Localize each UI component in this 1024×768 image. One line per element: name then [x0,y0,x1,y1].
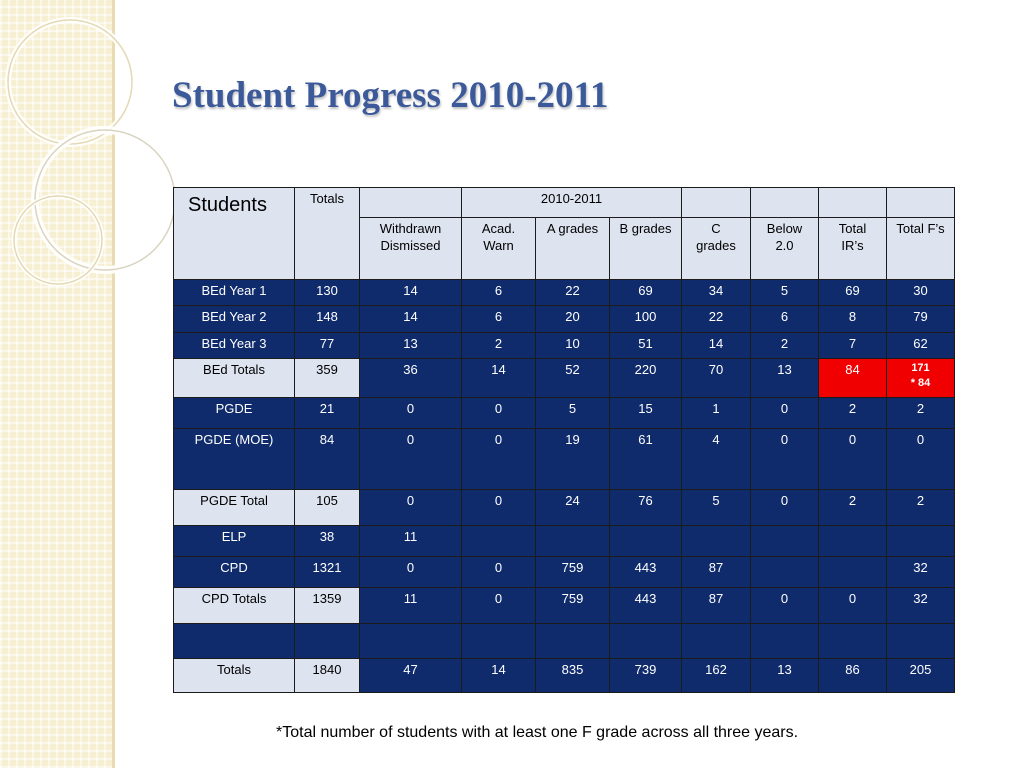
cell-acad-warn: 0 [462,588,536,624]
cell-c-grades [682,526,751,557]
cell-b-grades: 443 [610,557,682,588]
cell-below-2: 2 [751,333,819,359]
cell-a-grades: 835 [536,659,610,693]
header-total-fs: Total F’s [887,218,955,280]
header-blank [751,188,819,218]
cell-b-grades: 443 [610,588,682,624]
cell-c-grades: 87 [682,588,751,624]
table-row [174,526,955,557]
row-label: ELP [174,526,295,557]
cell-total-fs [887,359,955,398]
header-blank [819,188,887,218]
cell-withdrawn: 11 [360,526,462,557]
cell-total-fs: 205 [887,659,955,693]
cell-a-grades: 759 [536,557,610,588]
cell-below-2: 6 [751,306,819,333]
cell-total-irs: 7 [819,333,887,359]
cell-total-fs [887,624,955,659]
row-label: PGDE [174,398,295,429]
row-label: PGDE (MOE) [174,429,295,490]
cell-below-2 [751,526,819,557]
cell-totals: 1840 [295,659,360,693]
cell-below-2: 5 [751,280,819,306]
cell-acad-warn [462,624,536,659]
cell-a-grades: 19 [536,429,610,490]
cell-total-irs: 0 [819,588,887,624]
header-b-grades: B grades [610,218,682,280]
cell-totals: 84 [295,429,360,490]
cell-total-fs [887,526,955,557]
cell-below-2: 13 [751,659,819,693]
cell-b-grades: 51 [610,333,682,359]
cell-total-irs: 2 [819,398,887,429]
cell-totals [295,624,360,659]
cell-total-irs [819,557,887,588]
cell-below-2: 0 [751,429,819,490]
header-below-2: Below 2.0 [751,218,819,280]
cell-a-grades: 52 [536,359,610,398]
cell-totals: 1359 [295,588,360,624]
cell-below-2 [751,557,819,588]
cell-a-grades: 759 [536,588,610,624]
table-row [174,280,955,306]
cell-b-grades: 76 [610,490,682,526]
header-blank [887,188,955,218]
cell-withdrawn: 47 [360,659,462,693]
cell-acad-warn: 6 [462,306,536,333]
cell-a-grades: 10 [536,333,610,359]
table-row [174,398,955,429]
cell-acad-warn: 0 [462,429,536,490]
cell-withdrawn: 11 [360,588,462,624]
cell-c-grades: 5 [682,490,751,526]
total-fs-note: * 84 [910,377,931,389]
cell-total-irs: 86 [819,659,887,693]
header-blank [682,188,751,218]
row-label: PGDE Total [174,490,295,526]
cell-b-grades: 100 [610,306,682,333]
cell-total-fs: 30 [887,280,955,306]
cell-c-grades: 34 [682,280,751,306]
cell-b-grades: 15 [610,398,682,429]
cell-a-grades [536,526,610,557]
header-c-grades: C grades [682,218,751,280]
cell-withdrawn: 0 [360,429,462,490]
cell-below-2: 0 [751,398,819,429]
table-row-subtotal [174,490,955,526]
cell-withdrawn: 14 [360,280,462,306]
cell-totals: 77 [295,333,360,359]
row-label: CPD Totals [174,588,295,624]
cell-a-grades: 24 [536,490,610,526]
cell-c-grades: 14 [682,333,751,359]
cell-total-irs: 0 [819,429,887,490]
cell-acad-warn: 6 [462,280,536,306]
cell-c-grades: 162 [682,659,751,693]
cell-acad-warn: 14 [462,659,536,693]
cell-totals: 105 [295,490,360,526]
cell-totals: 21 [295,398,360,429]
cell-withdrawn: 36 [360,359,462,398]
row-label: Totals [174,659,295,693]
total-fs-value: 171 [911,362,930,374]
table-row [174,306,955,333]
cell-total-irs: 2 [819,490,887,526]
cell-c-grades [682,624,751,659]
cell-c-grades: 87 [682,557,751,588]
cell-withdrawn: 0 [360,398,462,429]
cell-total-irs [819,624,887,659]
header-total-irs: Total IR’s [819,218,887,280]
cell-totals: 130 [295,280,360,306]
header-withdrawn: Withdrawn Dismissed [360,218,462,280]
header-acad-warn: Acad. Warn [462,218,536,280]
cell-totals: 1321 [295,557,360,588]
row-label: CPD [174,557,295,588]
cell-a-grades: 22 [536,280,610,306]
cell-b-grades: 220 [610,359,682,398]
header-students: Students [174,188,295,280]
header-blank [360,188,462,218]
cell-below-2 [751,624,819,659]
cell-b-grades [610,624,682,659]
cell-total-irs: 8 [819,306,887,333]
table-row-subtotal [174,588,955,624]
cell-withdrawn: 0 [360,557,462,588]
cell-b-grades: 69 [610,280,682,306]
cell-a-grades [536,624,610,659]
cell-c-grades: 22 [682,306,751,333]
cell-total-irs: 69 [819,280,887,306]
cell-c-grades: 4 [682,429,751,490]
cell-total-fs: 32 [887,557,955,588]
row-label: BEd Year 3 [174,333,295,359]
row-label: BEd Totals [174,359,295,398]
row-label [174,624,295,659]
header-a-grades: A grades [536,218,610,280]
cell-total-fs: 62 [887,333,955,359]
cell-acad-warn: 2 [462,333,536,359]
cell-below-2: 0 [751,490,819,526]
footnote: *Total number of students with at least one F grade across all three years. [276,724,799,741]
cell-total-fs: 79 [887,306,955,333]
table-row-blank [174,624,955,659]
cell-acad-warn: 0 [462,557,536,588]
cell-c-grades: 70 [682,359,751,398]
table-row [174,429,955,490]
cell-totals: 359 [295,359,360,398]
cell-acad-warn: 0 [462,398,536,429]
slide-title: Student Progress 2010-2011 [172,75,609,116]
cell-a-grades: 5 [536,398,610,429]
cell-total-fs: 2 [887,398,955,429]
cell-below-2: 13 [751,359,819,398]
table-header-row [174,188,955,218]
cell-totals: 38 [295,526,360,557]
header-period: 2010-2011 [462,188,682,218]
table-row [174,557,955,588]
cell-acad-warn: 14 [462,359,536,398]
table-row [174,333,955,359]
cell-a-grades: 20 [536,306,610,333]
cell-below-2: 0 [751,588,819,624]
cell-b-grades: 739 [610,659,682,693]
cell-total-fs: 0 [887,429,955,490]
cell-withdrawn: 13 [360,333,462,359]
cell-acad-warn: 0 [462,490,536,526]
cell-totals: 148 [295,306,360,333]
row-label: BEd Year 2 [174,306,295,333]
cell-total-fs: 32 [887,588,955,624]
decorative-circles [0,0,180,300]
cell-b-grades: 61 [610,429,682,490]
cell-c-grades: 1 [682,398,751,429]
cell-acad-warn [462,526,536,557]
cell-withdrawn [360,624,462,659]
cell-total-irs: 84 [819,359,887,398]
cell-withdrawn: 14 [360,306,462,333]
row-label: BEd Year 1 [174,280,295,306]
cell-b-grades [610,526,682,557]
table-row-subtotal [174,359,955,398]
header-totals: Totals [295,188,360,280]
cell-withdrawn: 0 [360,490,462,526]
cell-total-irs [819,526,887,557]
student-progress-table [173,187,955,693]
cell-total-fs: 2 [887,490,955,526]
table-row-grand-total [174,659,955,693]
